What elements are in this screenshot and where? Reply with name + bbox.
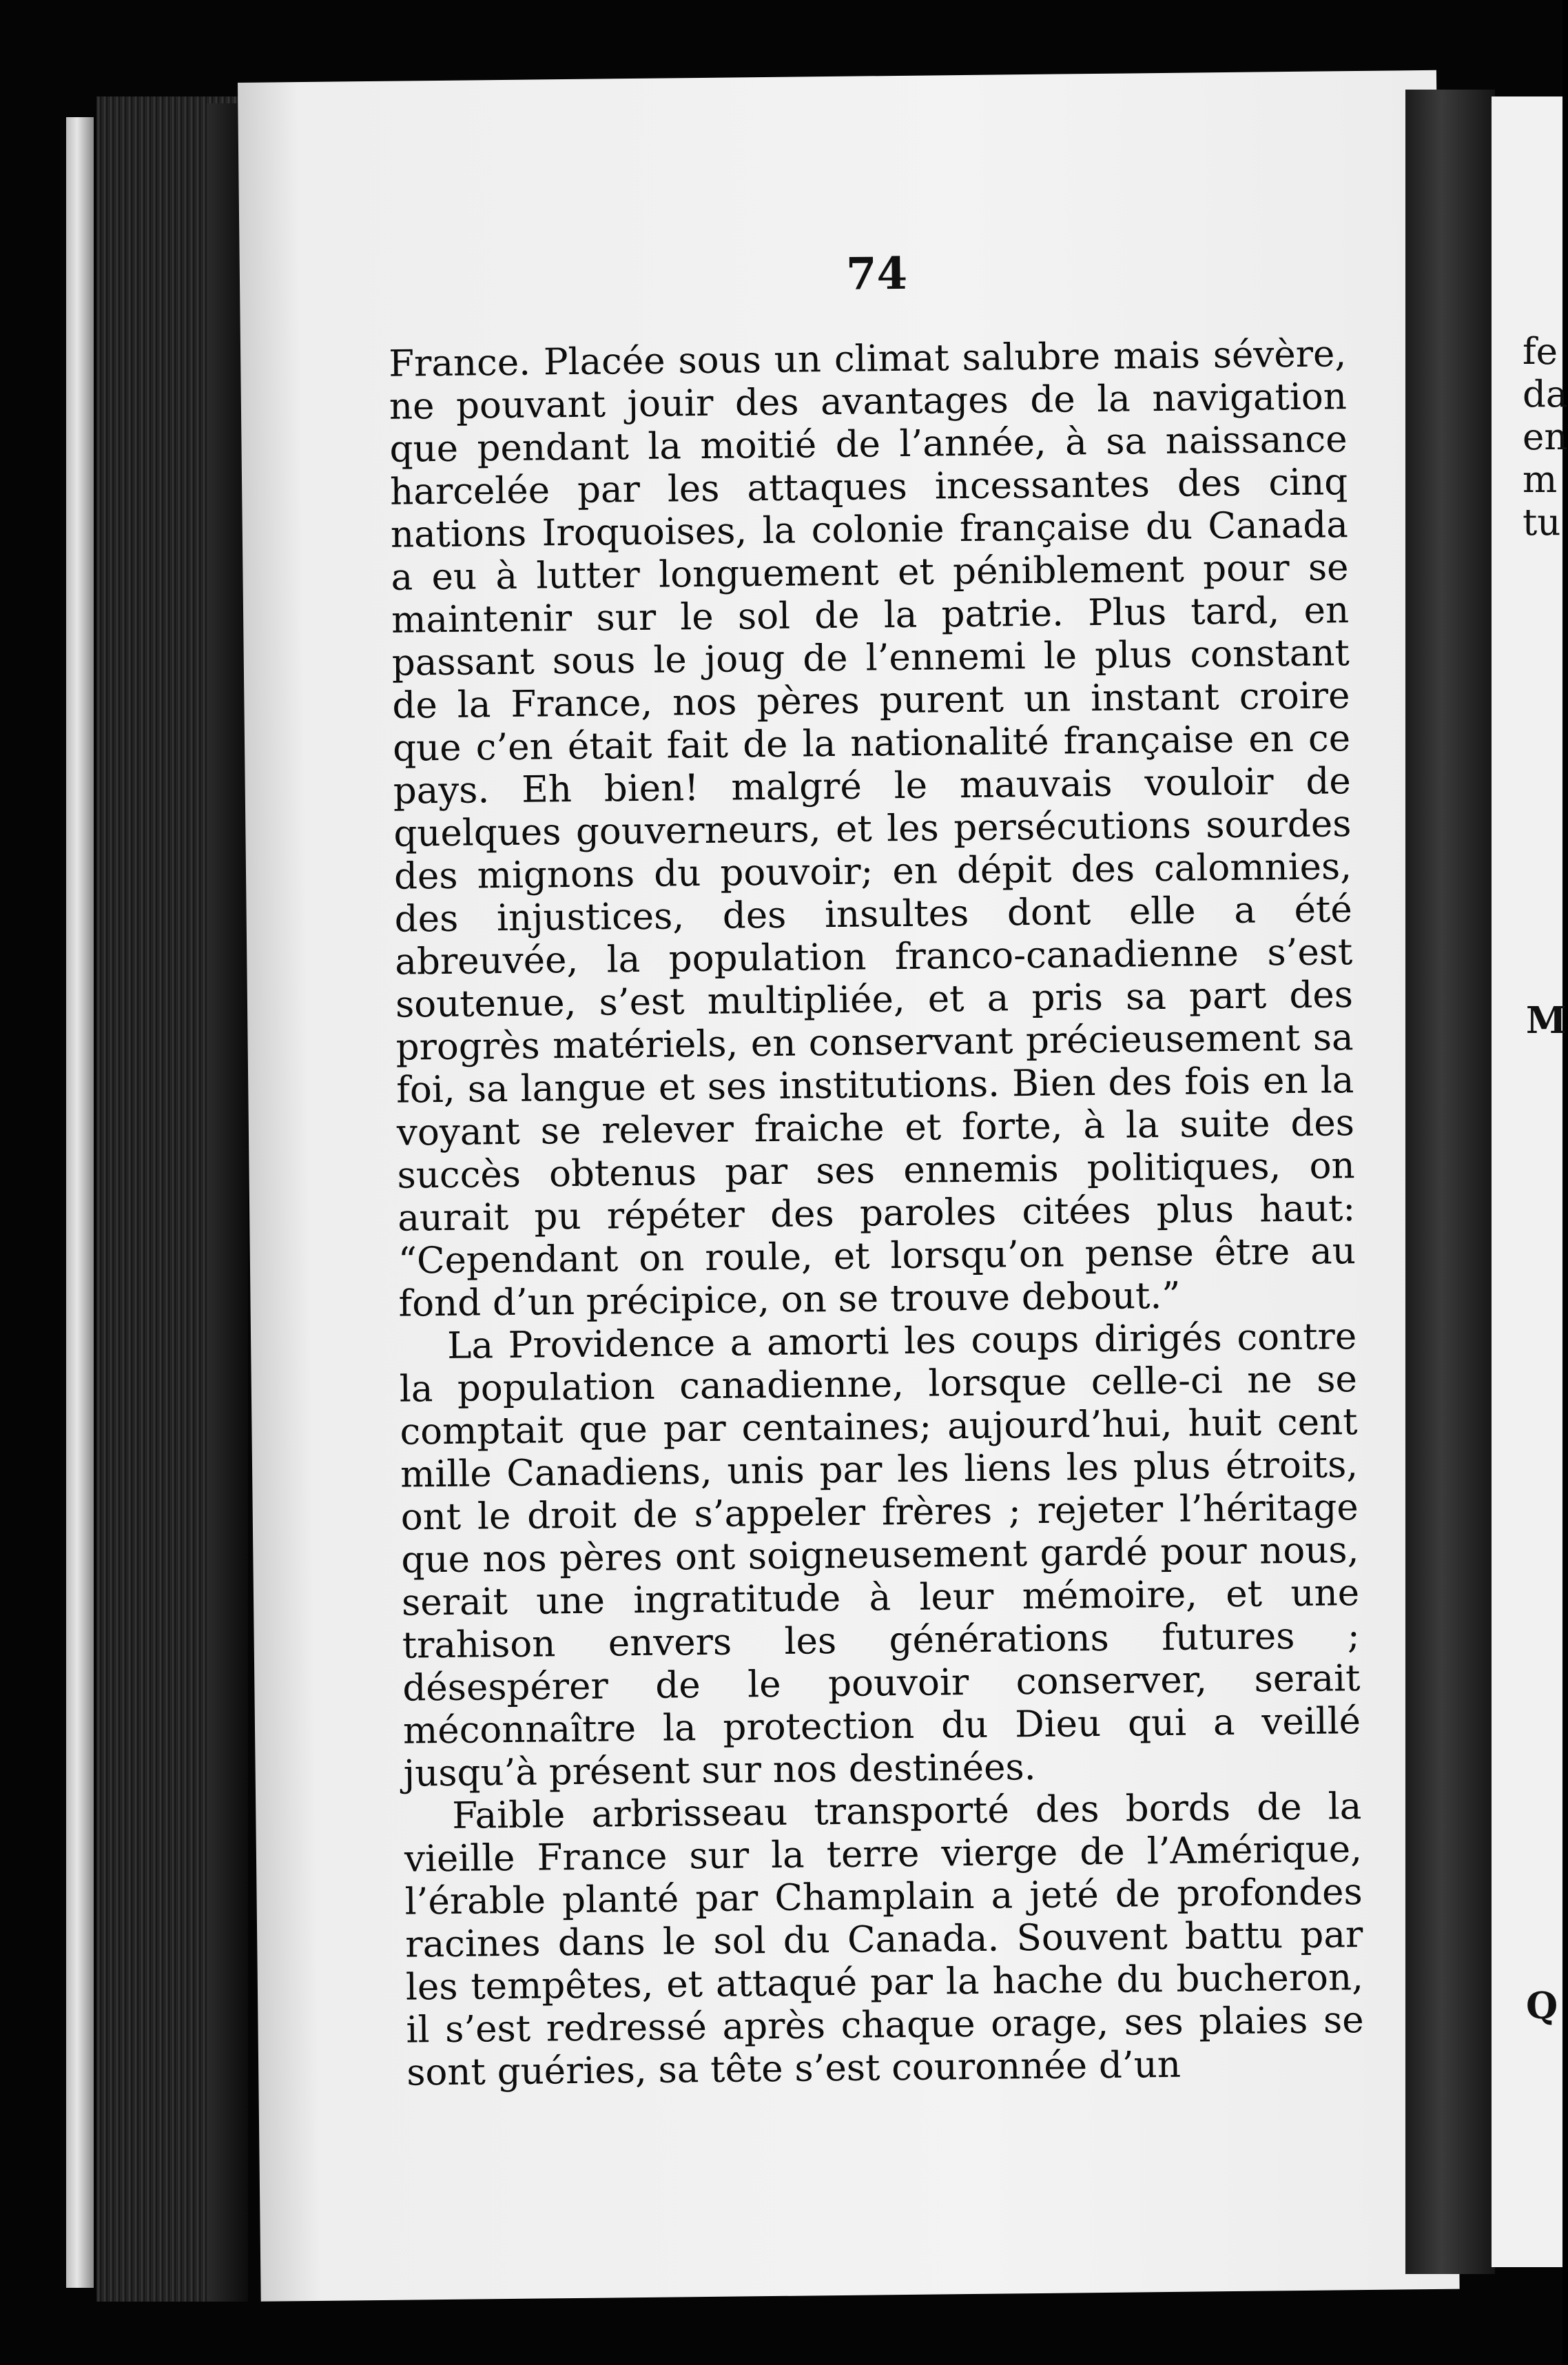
fragment-heading: M (1526, 999, 1567, 1042)
paragraph: Faible arbrisseau transporté des bords de la vieille France sur la terre vierge de l’Amérique, l’érable planté par Champlain a jeté de profondes racines dans le sol du Canada. Souvent battu par les tempêtes, et attaqué par la hache du bucheron, il s’est redressé après chaque orage, ses plaies se sont guéries, sa tête s’est couronnée d’un (404, 1785, 1364, 2094)
fragment-line: en (1523, 416, 1568, 458)
fragment-line: fe (1523, 331, 1558, 373)
paragraph: France. Placée sous un climat salubre mais sévère, ne pouvant jouir des avantages de la navigation que pendant la moitié de l’année, à sa naissance harcelée par les attaques incessantes des cinq nations Iroquoises, la colonie française du Canada a eu à lutter longuement et péniblement pour se maintenir sur le sol de la patrie. Plus tard, en passant sous le joug de l’ennemi le plus constant de la France, nos pères purent un instant croire que c’en était fait de la nationalité française en ce pays. Eh bien! malgré le mauvais vouloir de quelques gouverneurs, et les persécutions sourdes des mignons du pouvoir; en dépit des calomnies, des injustices, des insultes dont elle a été abreuvée, la population franco-canadienne s’est soutenue, s’est multipliée, et a pris sa part des progrès matériels, en conservant précieusement sa foi, sa langue et ses institutions. Bien des fois en la voyant se relever fraiche et forte, à la suite des succès obtenus par ses ennemis politiques, on aurait pu répéter des paroles citées plus haut: “Cependant on roule, et lorsqu’on pense être au fond d’un précipice, on se trouve debout.” (388, 333, 1356, 1325)
fragment-line: da (1523, 373, 1568, 416)
page-text (389, 333, 1365, 2094)
fragment-line: tu (1523, 502, 1561, 544)
fragment-line: m (1523, 459, 1558, 501)
right-gutter-shadow (1405, 90, 1495, 2274)
page-number: 74 (845, 247, 908, 300)
paragraph: La Providence a amorti les coups dirigés contre la population canadienne, lorsque celle-ci ne se comptait que par centaines; aujourd’hui, huit cent mille Canadiens, unis par les liens les plus étroits, ont le droit de s’appeler frères ; rejeter l’héritage que nos pères ont soigneusement gardé pour nous, serait une ingratitude à leur mémoire, et une trahison envers les générations futures ; désespérer de le pouvoir conserver, serait méconnaître la protection du Dieu qui a veillé jusqu’à présent sur nos destinées. (399, 1315, 1361, 1795)
next-page-text-fragments (1523, 331, 1568, 544)
book-page (238, 70, 1460, 2302)
fragment-bottom: Q (1526, 1985, 1558, 2027)
left-page-edge (66, 117, 94, 2288)
